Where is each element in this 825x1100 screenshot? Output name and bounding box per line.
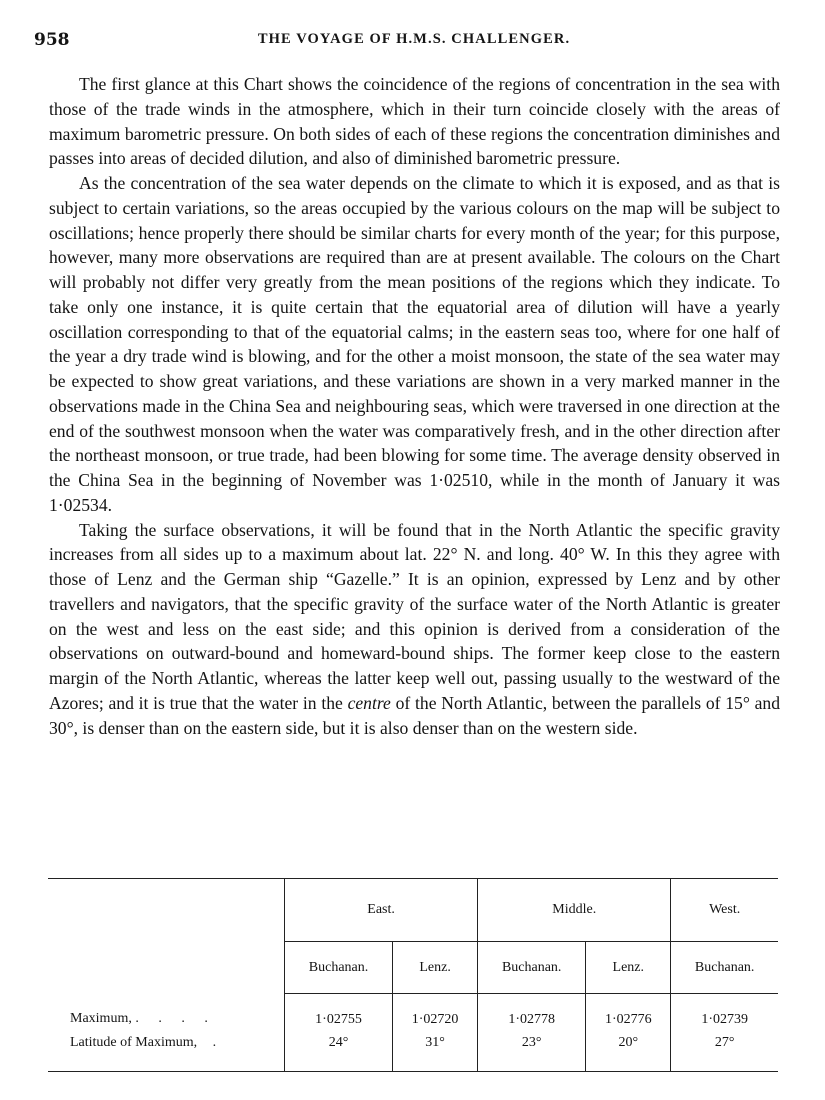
body-text [49, 72, 780, 740]
group-header-middle: Middle. [478, 879, 671, 942]
paragraph-3-text-b: of the North Atlantic, between the parallels of 15° and 30°, is denser than on the eastern side, but it is also denser than on the western side. [49, 692, 781, 738]
table-row [48, 1031, 778, 1071]
row-label-text: Maximum, [70, 1011, 132, 1027]
source-header-east-lenz: Lenz. [393, 942, 478, 994]
source-header-middle-buchanan: Buchanan. [478, 942, 586, 994]
table-cell: 1·02720 [393, 994, 478, 1032]
table-cell: 24° [285, 1031, 393, 1071]
table-cell: 23° [478, 1031, 586, 1071]
table-cell: 1·02776 [586, 994, 671, 1032]
source-header-middle-lenz: Lenz. [586, 942, 671, 994]
table-cell: 31° [393, 1031, 478, 1071]
source-header-east-buchanan: Buchanan. [285, 942, 393, 994]
density-table [48, 878, 778, 1072]
table-cell: 1·02778 [478, 994, 586, 1032]
table-group-header-row [48, 879, 778, 942]
table-cell: 1·02739 [671, 994, 778, 1032]
dot-leader: . [212, 1035, 225, 1051]
page-number: 958 [34, 30, 70, 50]
paragraph-3 [49, 518, 780, 741]
emphasis-centre: centre [347, 692, 391, 713]
dot-leader: . . . . [135, 1011, 216, 1027]
row-label [48, 994, 285, 1032]
row-label-text: Latitude of Maximum, [70, 1035, 198, 1051]
paragraph-2: As the concentration of the sea water depends on the climate to which it is exposed, and as that is subject to certain variations, so the areas occupied by the various colours on the map will be subject to oscillations; hence properly there should be similar charts for every month of the year; for this purpose, however, many more observations are required than are at present available. The colours on the Chart will probably not differ very greatly from the mean positions of the regions which they indicate. To take only one instance, it is quite certain that the equatorial area of dilution will have a yearly oscillation corresponding to that of the equatorial calms; in the eastern seas too, where for one half of the year a dry trade wind is blowing, and for the other a moist monsoon, the state of the sea water may be expected to show great variations, and these variations are shown in a very marked manner in the observations made in the China Sea and neighbouring seas, which were traversed in one direction at the end of the southwest monsoon when the water was comparatively fresh, and in the other direction after the northeast monsoon, or true trade, had been blowing for some time. The average density observed in the China Sea in the beginning of November was 1·02510, while in the month of January it was 1·02534. [49, 173, 780, 515]
table-corner-cell [48, 879, 285, 994]
paragraph-1: The first glance at this Chart shows the coincidence of the regions of concentration in the sea with those of the trade winds in the atmosphere, which in their turn coincide closely with the areas of maximum barometric pressure. On both sides of each of these regions the concentration diminishes and passes into areas of decided dilution, and also of diminished barometric pressure. [49, 74, 780, 169]
group-header-west: West. [671, 879, 778, 942]
running-title: THE VOYAGE OF H.M.S. CHALLENGER. [257, 31, 571, 47]
source-header-west-buchanan: Buchanan. [671, 942, 778, 994]
table-cell: 1·02755 [285, 994, 393, 1032]
table-row [48, 994, 778, 1032]
paragraph-3-text-a: Taking the surface observations, it will be found that in the North Atlantic the specific gravity increases from all sides up to a maximum about lat. 22° N. and long. 40° W. In this they agree with those of Lenz and the German ship “Gazelle.” It is an opinion, expressed by Lenz and by other travellers and navigators, that the specific gravity of the surface water of the North Atlantic is greater on the west and less on the east side; and this opinion is derived from a consideration of the observations on outward-bound and homeward-bound ships. The former keep close to the eastern margin of the North Atlantic, whereas the latter keep well out, passing usually to the westward of the Azores; and it is true that the water in the [49, 519, 780, 713]
group-header-east: East. [285, 879, 478, 942]
density-table-grid [48, 879, 778, 1071]
table-cell: 27° [671, 1031, 778, 1071]
page-header [34, 30, 794, 56]
table-cell: 20° [586, 1031, 671, 1071]
row-label [48, 1031, 285, 1071]
